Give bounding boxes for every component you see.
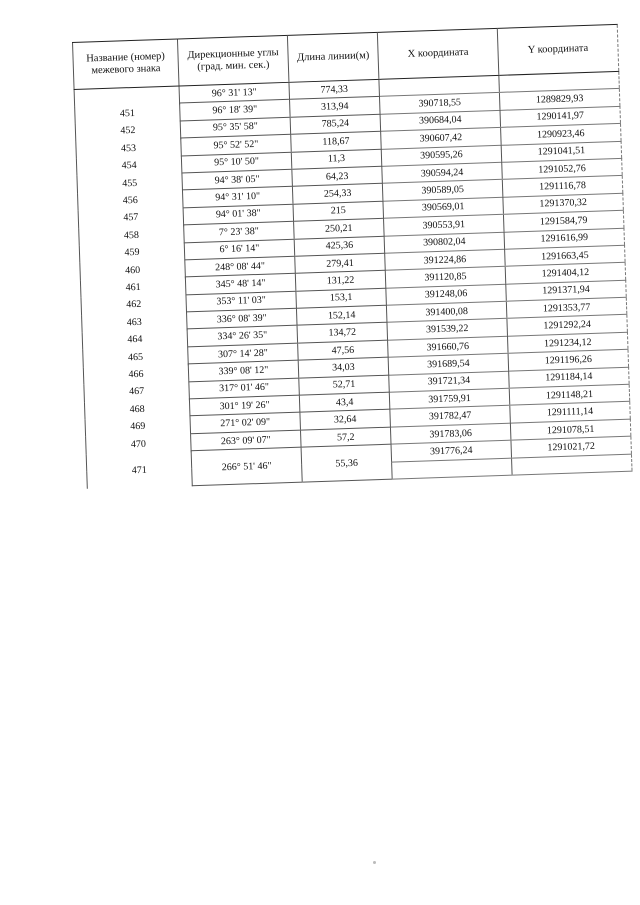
line-length-cell: 785,24 — [290, 114, 381, 134]
point-name-cell: 470 — [86, 434, 192, 455]
direction-angle-cell: 94° 01' 38" — [183, 204, 294, 225]
direction-angle-cell: 353° 11' 03" — [186, 291, 297, 312]
x-coordinate-cell: 390553,91 — [384, 214, 505, 235]
y-coordinate-cell: 1291353,77 — [506, 297, 627, 318]
x-coordinate-cell: 391689,54 — [388, 353, 509, 374]
x-coordinate-cell: 390607,42 — [381, 128, 502, 149]
point-name-cell: 454 — [76, 156, 182, 177]
y-coordinate-cell: 1291234,12 — [507, 332, 628, 353]
x-coordinate-cell: 391224,86 — [385, 249, 506, 270]
direction-angle-cell: 266° 51' 46" — [191, 447, 302, 485]
boundary-coordinates-sheet — [72, 24, 640, 827]
y-coordinate-cell: 1291052,76 — [502, 158, 623, 179]
direction-angle-cell: 7° 23' 38" — [184, 221, 295, 242]
point-name-cell: 471 — [86, 451, 192, 489]
y-coordinate-cell: 1291116,78 — [502, 176, 623, 197]
direction-angle-cell: 248° 08' 44" — [185, 256, 296, 277]
header-name: Название (номер) межевого знака — [73, 39, 180, 89]
direction-angle-cell: 95° 10' 50" — [181, 152, 292, 173]
x-coordinate-cell: 391660,76 — [388, 336, 509, 357]
line-length-cell: 64,23 — [292, 166, 383, 186]
direction-angle-cell: 301° 19' 26" — [189, 395, 300, 416]
line-length-cell: 43,4 — [299, 392, 390, 412]
direction-angle-cell: 95° 52' 52" — [181, 134, 292, 155]
y-coordinate-cell: 1291292,24 — [507, 315, 628, 336]
x-coordinate-cell: 390595,26 — [381, 145, 502, 166]
point-name-cell: 453 — [76, 138, 182, 159]
point-name-cell: 461 — [80, 277, 186, 298]
line-length-cell: 134,72 — [297, 323, 388, 343]
line-length-cell: 425,36 — [294, 236, 385, 256]
scan-smudge — [373, 861, 376, 864]
direction-angle-cell: 271° 02' 09" — [190, 413, 301, 434]
line-length-cell: 32,64 — [300, 410, 391, 430]
point-name-cell: 457 — [78, 208, 184, 229]
y-coordinate-cell: 1289829,93 — [499, 89, 620, 110]
point-name-cell: 466 — [83, 364, 189, 385]
x-coordinate-cell — [392, 458, 513, 479]
y-coordinate-cell: 1291196,26 — [508, 349, 629, 370]
direction-angle-cell: 94° 38' 05" — [182, 169, 293, 190]
line-length-cell: 55,36 — [301, 444, 392, 482]
x-coordinate-cell: 391248,06 — [386, 284, 507, 305]
direction-angle-cell: 345° 48' 14" — [185, 274, 296, 295]
y-coordinate-cell: 1291370,32 — [503, 193, 624, 214]
direction-angle-cell: 96° 18' 39" — [180, 100, 291, 121]
point-name-cell: 469 — [85, 416, 191, 437]
direction-angle-cell: 336° 08' 39" — [187, 308, 298, 329]
x-coordinate-cell: 391782,47 — [390, 406, 511, 427]
table-body — [74, 71, 632, 489]
y-coordinate-cell: 1291148,21 — [509, 384, 630, 405]
direction-angle-cell: 339° 08' 12" — [188, 360, 299, 381]
x-coordinate-cell: 391783,06 — [390, 423, 511, 444]
direction-angle-cell: 6° 16' 14" — [184, 239, 295, 260]
x-coordinate-cell: 390802,04 — [384, 232, 505, 253]
direction-angle-cell: 317° 01' 46" — [189, 378, 300, 399]
header-y: Y координата — [497, 24, 618, 75]
line-length-cell: 153,1 — [296, 288, 387, 308]
point-name-cell: 464 — [82, 329, 188, 350]
line-length-cell: 215 — [293, 201, 384, 221]
direction-angle-cell: 263° 09' 07" — [191, 430, 302, 451]
x-coordinate-cell: 391120,85 — [385, 267, 506, 288]
y-coordinate-cell: 1291021,72 — [511, 436, 632, 457]
x-coordinate-cell: 390569,01 — [383, 197, 504, 218]
y-coordinate-cell: 1291616,99 — [504, 228, 625, 249]
point-name-cell: 455 — [77, 173, 183, 194]
point-name-cell: 467 — [84, 381, 190, 402]
direction-angle-cell: 95° 35' 58" — [180, 117, 291, 138]
y-coordinate-cell: 1291584,79 — [503, 210, 624, 231]
line-length-cell: 52,71 — [299, 375, 390, 395]
header-length: Длина линии(м) — [287, 32, 379, 82]
line-length-cell: 118,67 — [291, 131, 382, 151]
x-coordinate-cell: 390594,24 — [382, 162, 503, 183]
line-length-cell: 57,2 — [300, 427, 391, 447]
line-length-cell: 131,22 — [295, 271, 386, 291]
point-name-cell: 462 — [81, 295, 187, 316]
line-length-cell: 774,33 — [289, 79, 380, 99]
line-length-cell: 313,94 — [290, 97, 381, 117]
y-coordinate-cell: 1291371,94 — [506, 280, 627, 301]
y-coordinate-cell: 1291078,51 — [510, 419, 631, 440]
coordinates-table — [72, 24, 633, 490]
point-name-cell: 458 — [79, 225, 185, 246]
direction-angle-cell: 307° 14' 28" — [188, 343, 299, 364]
line-length-cell: 11,3 — [291, 149, 382, 169]
point-name-cell: 451 — [75, 103, 181, 124]
x-coordinate-cell: 391759,91 — [389, 388, 510, 409]
x-coordinate-cell: 390718,55 — [379, 93, 500, 114]
x-coordinate-cell: 390684,04 — [380, 110, 501, 131]
direction-angle-cell: 96° 31' 13" — [179, 82, 290, 103]
x-coordinate-cell: 391776,24 — [391, 440, 512, 461]
point-name-cell: 459 — [79, 242, 185, 263]
y-coordinate-cell: 1291663,45 — [505, 245, 626, 266]
y-coordinate-cell: 1291111,14 — [510, 402, 631, 423]
header-x: X координата — [377, 28, 498, 79]
y-coordinate-cell: 1291041,51 — [501, 141, 622, 162]
line-length-cell: 254,33 — [292, 184, 383, 204]
x-coordinate-cell: 391539,22 — [387, 319, 508, 340]
x-coordinate-cell: 391400,08 — [386, 301, 507, 322]
x-coordinate-cell: 390589,05 — [382, 180, 503, 201]
x-coordinate-cell: 391721,34 — [389, 371, 510, 392]
point-name-cell: 463 — [82, 312, 188, 333]
direction-angle-cell: 334° 26' 35" — [187, 326, 298, 347]
y-coordinate-cell: 1291404,12 — [505, 263, 626, 284]
line-length-cell: 279,41 — [295, 253, 386, 273]
line-length-cell: 47,56 — [298, 340, 389, 360]
point-name-cell: 452 — [75, 121, 181, 142]
point-name-cell: 456 — [78, 190, 184, 211]
direction-angle-cell: 94° 31' 10" — [182, 187, 293, 208]
y-coordinate-cell: 1291184,14 — [509, 367, 630, 388]
point-name-cell: 468 — [84, 399, 190, 420]
header-angle: Дирекционные углы (град. мин. сек.) — [177, 35, 288, 86]
y-coordinate-cell — [512, 454, 633, 475]
point-name-cell: 465 — [83, 347, 189, 368]
y-coordinate-cell: 1290923,46 — [501, 124, 622, 145]
point-name-cell: 460 — [80, 260, 186, 281]
line-length-cell: 250,21 — [294, 218, 385, 238]
line-length-cell: 152,14 — [296, 305, 387, 325]
y-coordinate-cell: 1290141,97 — [500, 106, 621, 127]
line-length-cell: 34,03 — [298, 357, 389, 377]
